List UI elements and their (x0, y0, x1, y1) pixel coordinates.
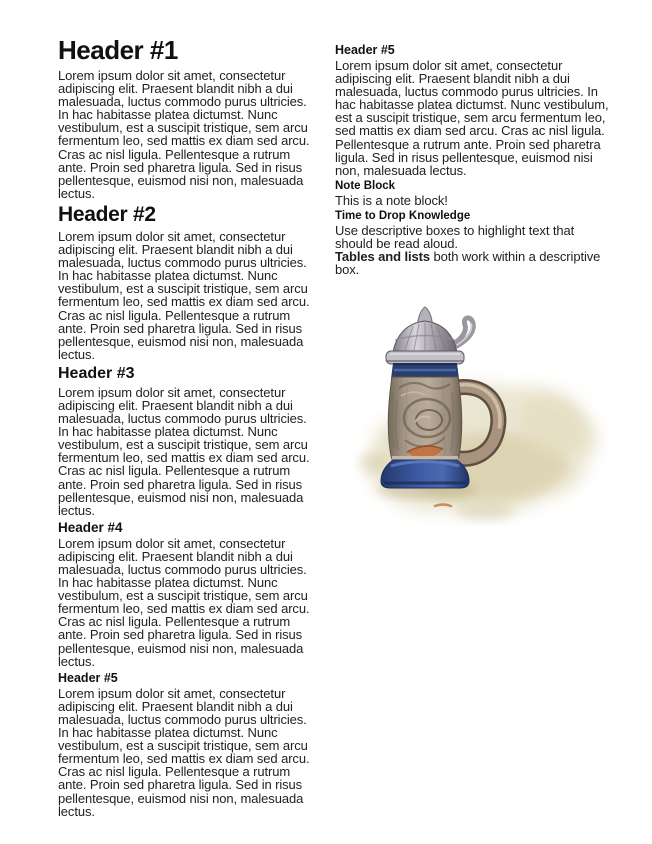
section-title: Header #5 (58, 670, 118, 685)
section-header-1 (58, 36, 319, 200)
section-title: Header #3 (58, 364, 135, 382)
section-paragraph: Lorem ipsum dolor sit amet, consectetur adipiscing elit. Praesent blandit nibh a dui malesuada, luctus commodo purus ultricies. In hac habitasse platea dictumst. Nunc vestibulum, est a suscipit tristique, sem arcu fermentum leo, sed mattis ex diam sed arcu. Cras ac nisl ligula. Pellentesque a rutrum ante. Proin sed pharetra ligula. Sed in risus pellentesque, euismod nisi non, malesuada lectus. (58, 384, 310, 518)
section-header-5-left (58, 671, 319, 818)
stein-thumblift (455, 318, 473, 346)
note-block-label: Note Block (335, 179, 396, 192)
section-title: Header #2 (58, 202, 156, 226)
stein-body (388, 377, 462, 463)
section-paragraph: Lorem ipsum dolor sit amet, consectetur adipiscing elit. Praesent blandit nibh a dui malesuada, luctus commodo purus ultricies. In hac habitasse platea dictumst. Nunc vestibulum, est a suscipit tristique, sem arcu fermentum leo, sed mattis ex diam sed arcu. Cras ac nisl ligula. Pellentesque a rutrum ante. Proin sed pharetra ligula. Sed in risus pellentesque, euismod nisi non, malesuada lectus. (58, 685, 310, 819)
stein-base (381, 460, 469, 488)
section-header-5-right (335, 43, 614, 177)
left-column (58, 36, 319, 818)
section-header-4 (58, 520, 319, 668)
stein-lid (386, 307, 464, 364)
knowledge-text: Use descriptive boxes to highlight text that should be read aloud. (335, 222, 575, 252)
section-title: Header #4 (58, 519, 123, 535)
section-header-3 (58, 365, 319, 517)
section-header-2 (58, 203, 319, 361)
beer-stein (381, 307, 500, 488)
note-block-text: This is a note block! (335, 192, 448, 208)
right-column (335, 40, 614, 525)
tables-lists-line (335, 250, 614, 276)
section-paragraph: Lorem ipsum dolor sit amet, consectetur adipiscing elit. Praesent blandit nibh a dui malesuada, luctus commodo purus ultricies. In hac habitasse platea dictumst. Nunc vestibulum, est a suscipit tristique, sem arcu fermentum leo, sed mattis ex diam sed arcu. Cras ac nisl ligula. Pellentesque a rutrum ante. Proin sed pharetra ligula. Sed in risus pellentesque, euismod nisi non, malesuada lectus. (58, 68, 310, 201)
section-paragraph: Lorem ipsum dolor sit amet, consectetur adipiscing elit. Praesent blandit nibh a dui malesuada, luctus commodo purus ultricies. In hac habitasse platea dictumst. Nunc vestibulum, est a suscipit tristique, sem arcu fermentum leo, sed mattis ex diam sed arcu. Cras ac nisl ligula. Pellentesque a rutrum ante. Proin sed pharetra ligula. Sed in risus pellentesque, euismod nisi non, malesuada lectus. (58, 535, 310, 669)
section-title: Header #5 (335, 43, 395, 57)
section-paragraph: Lorem ipsum dolor sit amet, consectetur adipiscing elit. Praesent blandit nibh a dui malesuada, luctus commodo purus ultricies. In hac habitasse platea dictumst. Nunc vestibulum, est a suscipit tristique, sem arcu fermentum leo, sed mattis ex diam sed arcu. Cras ac nisl ligula. Pellentesque a rutrum ante. Proin sed pharetra ligula. Sed in risus pellentesque, euismod nisi non, malesuada lectus. (335, 58, 609, 178)
tables-lists-bold: Tables and lists (335, 249, 430, 265)
section-title: Header #1 (58, 35, 178, 65)
section-paragraph: Lorem ipsum dolor sit amet, consectetur adipiscing elit. Praesent blandit nibh a dui malesuada, luctus commodo purus ultricies. In hac habitasse platea dictumst. Nunc vestibulum, est a suscipit tristique, sem arcu fermentum leo, sed mattis ex diam sed arcu. Cras ac nisl ligula. Pellentesque a rutrum ante. Proin sed pharetra ligula. Sed in risus pellentesque, euismod nisi non, malesuada lectus. (58, 228, 310, 362)
tables-lists-rest: both work within a descriptive box. (335, 249, 601, 278)
beer-stein-image (335, 300, 614, 525)
knowledge-label: Time to Drop Knowledge (335, 209, 471, 222)
